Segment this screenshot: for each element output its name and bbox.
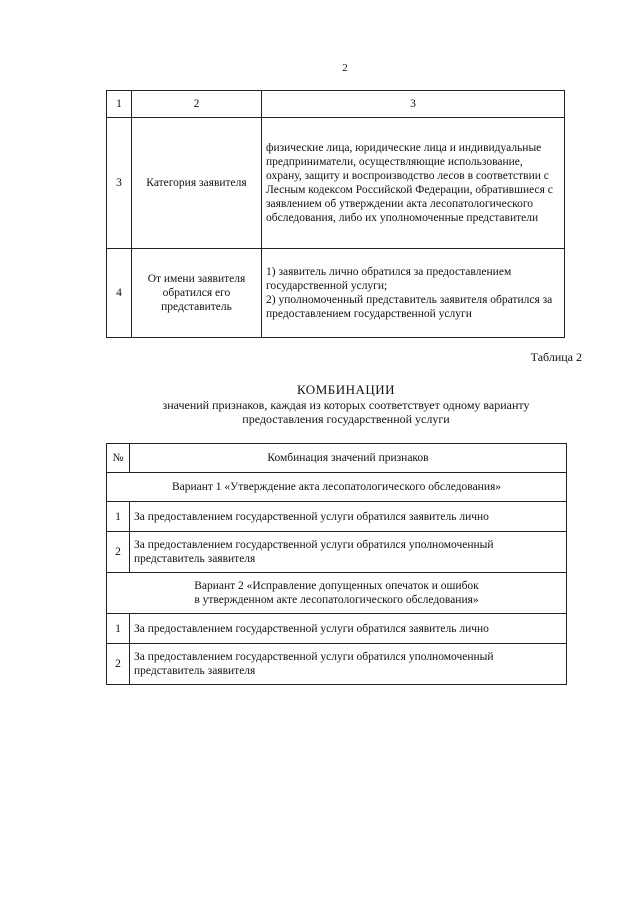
- combinations-table: [106, 443, 567, 685]
- table-title: КОМБИНАЦИИ: [296, 382, 396, 397]
- combination-text: За предоставлением государственной услуги обратился заявитель лично: [130, 502, 567, 532]
- criterion-name: Категория заявителя: [132, 118, 262, 249]
- variant-2-heading: [107, 573, 567, 614]
- table-row: [107, 532, 567, 573]
- variant-2-heading-line: Вариант 2 «Исправление допущенных опечаток и ошибок: [194, 580, 479, 592]
- table-subtitle-line: значений признаков, каждая из которых соответствует одному варианту: [162, 398, 530, 412]
- row-number: 1: [107, 502, 130, 532]
- variant-1-heading: Вариант 1 «Утверждение акта лесопатологического обследования»: [107, 473, 567, 502]
- table-header-row: [107, 91, 565, 118]
- table-row: [107, 249, 565, 338]
- table-subtitle: [106, 398, 586, 426]
- header-combination: Комбинация значений признаков: [130, 444, 567, 473]
- table-subtitle-line: предоставления государственной услуги: [242, 412, 450, 426]
- combination-text: За предоставлением государственной услуги обратился заявитель лично: [130, 614, 567, 644]
- header-cell-3: 3: [262, 91, 565, 118]
- row-number: 2: [107, 644, 130, 685]
- header-number: №: [107, 444, 130, 473]
- table-header-row: [107, 444, 567, 473]
- row-number: 1: [107, 614, 130, 644]
- criterion-values: физические лица, юридические лица и индивидуальные предприниматели, осуществляющие использование, охрану, защиту и воспроизводство лесов в соответствии с Лесным кодексом Российской Федерации, обратившиеся с заявлением об утверждении акта лесопатологического обследования, либо их уполномоченные представители: [262, 118, 565, 249]
- variant-heading-row: [107, 473, 567, 502]
- combination-text: За предоставлением государственной услуги обратился уполномоченный представитель заявителя: [130, 532, 567, 573]
- variant-2-heading-line: в утвержденном акте лесопатологического обследования»: [194, 594, 479, 606]
- table-row: [107, 502, 567, 532]
- criterion-value-line: 2) уполномоченный представитель заявителя обратился за предоставлением государственной услуги: [266, 294, 553, 320]
- table-row: [107, 118, 565, 249]
- criterion-values: [262, 249, 565, 338]
- criteria-table: [106, 90, 565, 338]
- table-row: [107, 644, 567, 685]
- criterion-name: От имени заявителя обратился его представитель: [132, 249, 262, 338]
- variant-heading-row: [107, 573, 567, 614]
- page-number: 2: [342, 62, 348, 74]
- header-cell-2: 2: [132, 91, 262, 118]
- table-row: [107, 614, 567, 644]
- table-label: Таблица 2: [530, 350, 582, 364]
- header-cell-1: 1: [107, 91, 132, 118]
- row-number: 4: [107, 249, 132, 338]
- row-number: 2: [107, 532, 130, 573]
- row-number: 3: [107, 118, 132, 249]
- combination-text: За предоставлением государственной услуги обратился уполномоченный представитель заявителя: [130, 644, 567, 685]
- criterion-value-line: 1) заявитель лично обратился за предоставлением государственной услуги;: [266, 266, 512, 292]
